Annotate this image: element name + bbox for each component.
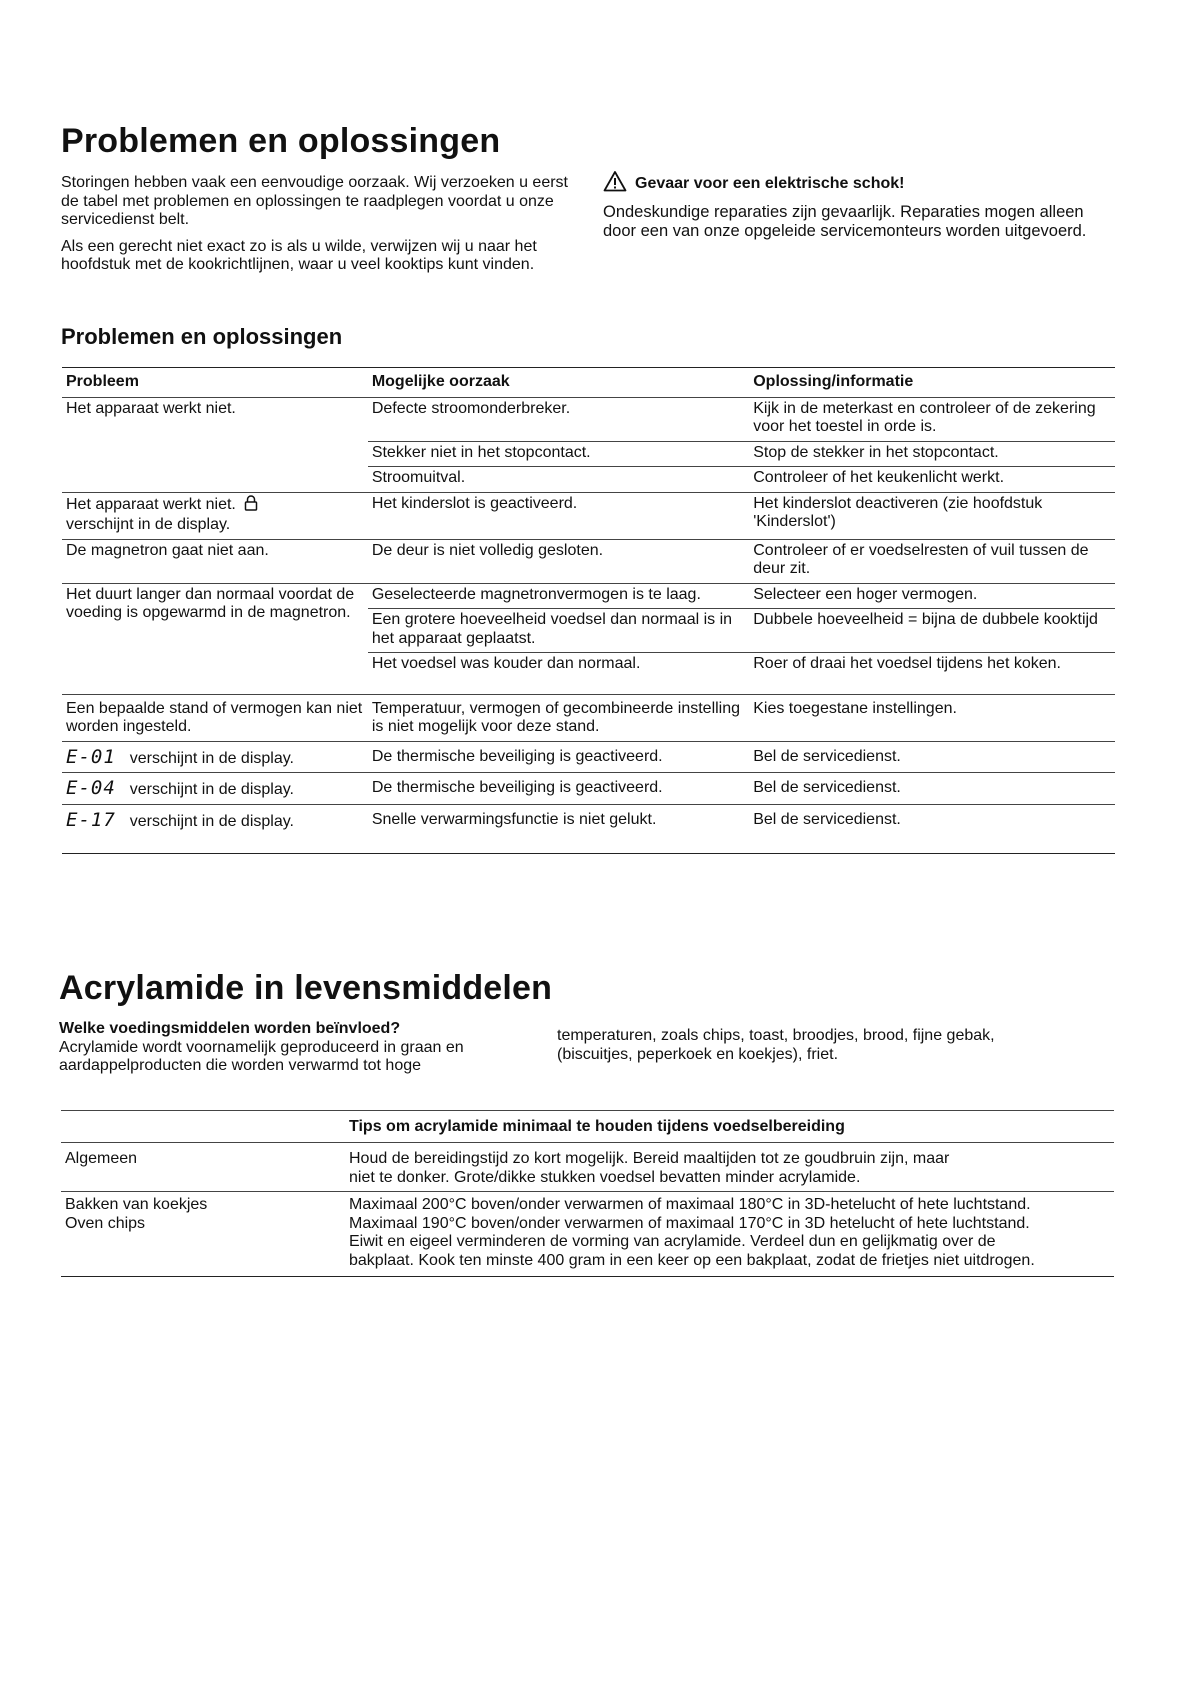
empty-header-cell (61, 1111, 345, 1143)
table-row (62, 741, 1115, 773)
solution-cell: Bel de servicedienst. (749, 773, 1115, 805)
column-header-solution: Oplossing/informatie (749, 368, 1115, 398)
warning-box (603, 170, 1103, 241)
cause-cell: De thermische beveiliging is geactiveerd. (368, 773, 749, 805)
cause-cell: Het voedsel was kouder dan normaal. (368, 653, 749, 695)
tips-text-line: niet te donker. Grote/dikke stukken voedsel bevatten minder acrylamide. (349, 1169, 861, 1186)
tips-text-cell (345, 1192, 1114, 1277)
solution-cell: Controleer of het keukenlicht werkt. (749, 467, 1115, 493)
intro-text (61, 174, 581, 275)
warning-title: Gevaar voor een elektrische schok! (635, 174, 905, 192)
problem-cell (62, 773, 368, 805)
table-row (62, 773, 1115, 805)
problem-text: verschijnt in de display. (129, 812, 294, 830)
tips-text-line: Houd de bereidingstijd zo kort mogelijk. Bereid maaltijden tot ze goudbruin zijn, maar (349, 1150, 950, 1167)
cause-cell: Stroomuitval. (368, 467, 749, 493)
acrylamide-text-left: Acrylamide wordt voornamelijk geproduceerd in graan en aardappelproducten die worden verwarmd tot hoge (59, 1038, 464, 1074)
cause-cell: Een grotere hoeveelheid voedsel dan normaal is in het apparaat geplaatst. (368, 609, 749, 653)
tips-label-line: Bakken van koekjes (65, 1196, 208, 1213)
column-header-cause: Mogelijke oorzaak (368, 368, 749, 398)
solution-cell: Roer of draai het voedsel tijdens het koken. (749, 653, 1115, 695)
warning-triangle-icon (603, 170, 627, 197)
problem-cell (62, 492, 368, 539)
problem-text: verschijnt in de display. (129, 781, 294, 798)
solution-cell: Stop de stekker in het stopcontact. (749, 441, 1115, 467)
solution-cell: Kijk in de meterkast en controleer of de zekering voor het toestel in orde is. (749, 397, 1115, 441)
acrylamide-table (61, 1110, 1114, 1277)
cause-cell: Het kinderslot is geactiveerd. (368, 492, 749, 539)
cause-cell: Stekker niet in het stopcontact. (368, 441, 749, 467)
column-header-problem: Probleem (62, 368, 368, 398)
problem-cell: Een bepaalde stand of vermogen kan niet worden ingesteld. (62, 694, 368, 741)
cause-cell: Snelle verwarmingsfunctie is niet gelukt. (368, 804, 749, 854)
tips-label-cell (61, 1143, 345, 1192)
problem-suffix: verschijnt in de display. (66, 516, 231, 533)
problem-text: Het apparaat werkt niet. (66, 495, 236, 513)
cause-cell: Geselecteerde magnetronvermogen is te laag. (368, 583, 749, 609)
error-code: E-17 (66, 808, 116, 831)
problem-cell: Het duurt langer dan normaal voordat de voeding is opgewarmd in de magnetron. (62, 583, 368, 694)
table-row (62, 539, 1115, 583)
acrylamide-intro-right (557, 1027, 1057, 1064)
tips-text-line: bakplaat. Kook ten minste 400 gram in een keer op een bakplaat, zodat de frietjes niet uitdrogen. (349, 1251, 1035, 1269)
solution-cell: Bel de servicedienst. (749, 804, 1115, 854)
page-title: Problemen en oplossingen (61, 122, 501, 160)
table-row (62, 694, 1115, 741)
tips-label-cell (61, 1192, 345, 1277)
lock-icon (244, 495, 258, 517)
table-row (62, 583, 1115, 609)
problems-table (62, 367, 1115, 854)
acrylamide-intro-left (59, 1020, 539, 1076)
cause-cell: Defecte stroomonderbreker. (368, 397, 749, 441)
error-code: E-04 (66, 777, 116, 799)
tips-label-line: Oven chips (65, 1214, 146, 1232)
problem-cell: De magnetron gaat niet aan. (62, 539, 368, 583)
cause-cell: De deur is niet volledig gesloten. (368, 539, 749, 583)
table-row (62, 397, 1115, 441)
tips-text-line: Maximaal 190°C boven/onder verwarmen of maximaal 170°C in 3D hetelucht of hete luchtstand. (349, 1214, 1030, 1232)
intro-paragraph-1: Storingen hebben vaak een eenvoudige oorzaak. Wij verzoeken u eerst de tabel met problemen en oplossingen te raadplegen voordat u onze servicedienst belt. (61, 174, 568, 228)
intro-paragraph-2: Als een gerecht niet exact zo is als u wilde, verwijzen wij u naar het hoofdstuk met de kookrichtlijnen, waar u veel kooktips kunt vinden. (61, 237, 537, 273)
problem-text: verschijnt in de display. (129, 749, 294, 767)
problem-cell: Het apparaat werkt niet. (62, 397, 368, 492)
problem-cell (62, 741, 368, 773)
cause-cell: Temperatuur, vermogen of gecombineerde instelling is niet mogelijk voor deze stand. (368, 694, 749, 741)
solution-cell: Kies toegestane instellingen. (749, 694, 1115, 741)
table-row (61, 1143, 1114, 1192)
table-row (62, 492, 1115, 539)
warning-heading (603, 170, 1103, 197)
solution-cell: Dubbele hoeveelheid = bijna de dubbele kooktijd (749, 609, 1115, 653)
acrylamide-question: Welke voedingsmiddelen worden beïnvloed? (59, 1020, 401, 1037)
table-header-row (61, 1111, 1114, 1143)
tips-header: Tips om acrylamide minimaal te houden tijdens voedselbereiding (345, 1111, 1114, 1143)
solution-cell: Selecteer een hoger vermogen. (749, 583, 1115, 609)
acrylamide-text-right: temperaturen, zoals chips, toast, broodjes, brood, fijne gebak, (biscuitjes, peperkoek en koekjes), friet. (557, 1027, 995, 1063)
error-code: E-01 (66, 745, 116, 768)
warning-text: Ondeskundige reparaties zijn gevaarlijk. Reparaties mogen alleen door een van onze opgeleide servicemonteurs worden uitgevoerd. (603, 203, 1087, 240)
solution-cell: Het kinderslot deactiveren (zie hoofdstuk 'Kinderslot') (749, 492, 1115, 539)
problem-cell (62, 804, 368, 854)
acrylamide-title: Acrylamide in levensmiddelen (59, 969, 553, 1007)
table-title: Problemen en oplossingen (61, 324, 343, 349)
tips-text-cell (345, 1143, 1114, 1192)
table-row (62, 804, 1115, 854)
table-header-row (62, 368, 1115, 398)
cause-cell: De thermische beveiliging is geactiveerd. (368, 741, 749, 773)
tips-text-line: Maximaal 200°C boven/onder verwarmen of maximaal 180°C in 3D-hetelucht of hete luchtstand. (349, 1196, 1031, 1213)
solution-cell: Controleer of er voedselresten of vuil tussen de deur zit. (749, 539, 1115, 583)
tips-text-line: Eiwit en eigeel verminderen de vorming van acrylamide. Verdeel dun en gelijkmatig over de (349, 1233, 996, 1250)
tips-label-line: Algemeen (65, 1150, 138, 1167)
table-row (61, 1192, 1114, 1277)
solution-cell: Bel de servicedienst. (749, 741, 1115, 773)
